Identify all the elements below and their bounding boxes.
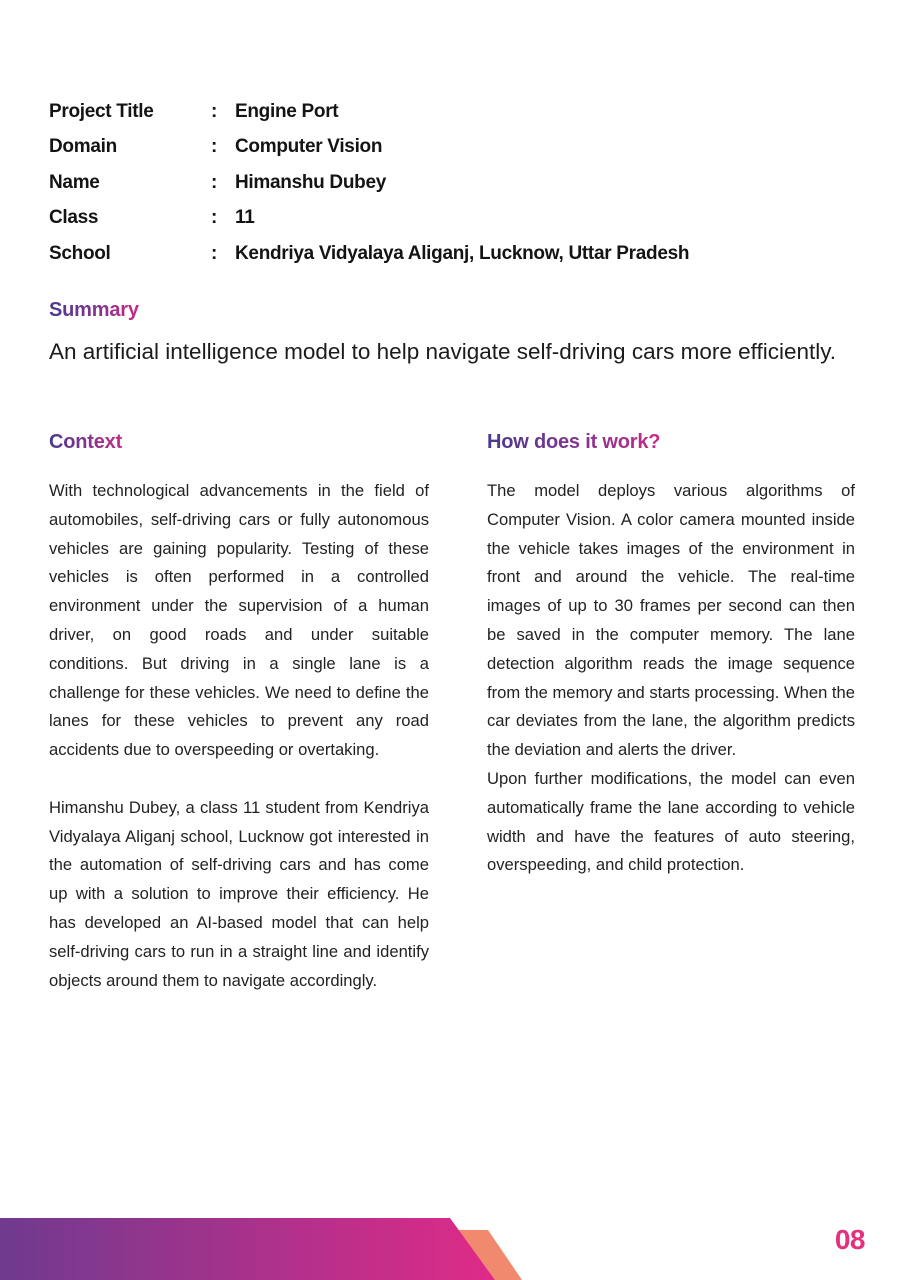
context-column [49,477,429,995]
info-value: Himanshu Dubey [235,171,386,193]
info-label: Name [49,171,100,193]
info-row-school [49,236,869,272]
info-colon: : [211,136,218,158]
info-colon: : [211,171,218,193]
context-paragraph: With technological advancements in the field of automobiles, self-driving cars or fully autonomous vehicles are gaining popularity. Testing of these vehicles is often performed in a controlled environment under the supervision of a human driver, on good roads and under suitable conditions. But driving in a single lane is a challenge for these vehicles. We need to define the lanes for these vehicles to prevent any road accidents due to overspeeding or overtaking. [49,481,429,760]
info-value: Engine Port [235,100,339,122]
summary-text: An artificial intelligence model to help navigate self-driving cars more efficiently. [49,339,837,364]
info-colon: : [211,242,218,264]
project-info-table [49,94,869,272]
info-value: Computer Vision [235,136,383,158]
info-label: Class [49,207,99,229]
info-row-project-title [49,94,869,130]
info-row-class [49,201,869,237]
how-it-works-heading: How does it work? [487,431,661,453]
info-row-domain [49,130,869,166]
how-it-works-paragraph: Upon further modifications, the model can even automatically frame the lane according to vehicle width and have the features of auto steering, overspeeding, and child protection. [487,768,855,875]
context-heading: Context [49,431,123,453]
footer-gradient-band [0,1218,906,1280]
how-it-works-column [487,477,855,880]
info-label: Project Title [49,100,154,122]
info-row-name [49,165,869,201]
info-label: Domain [49,136,117,158]
info-label: School [49,242,111,264]
summary-heading: Summary [49,299,139,321]
info-value: Kendriya Vidyalaya Aliganj, Lucknow, Uttar Pradesh [235,242,690,264]
page-number: 08 [834,1224,865,1255]
footer-gradient-shape [0,1218,495,1280]
info-colon: : [211,100,218,122]
info-value: 11 [235,207,255,229]
info-colon: : [211,207,218,229]
how-it-works-paragraph: The model deploys various algorithms of Computer Vision. A color camera mounted inside the vehicle takes images of the environment in front and around the vehicle. The real-time images of up to 30 frames per second can then be saved in the computer memory. The lane detection algorithm reads the image sequence from the memory and starts processing. When the car deviates from the lane, the algorithm predicts the deviation and alerts the driver. [487,481,855,760]
context-paragraph: Himanshu Dubey, a class 11 student from Kendriya Vidyalaya Aliganj school, Lucknow got interested in the automation of self-driving cars and has come up with a solution to improve their efficiency. He has developed an AI-based model that can help self-driving cars to run in a straight line and identify objects around them to navigate accordingly. [49,797,429,990]
